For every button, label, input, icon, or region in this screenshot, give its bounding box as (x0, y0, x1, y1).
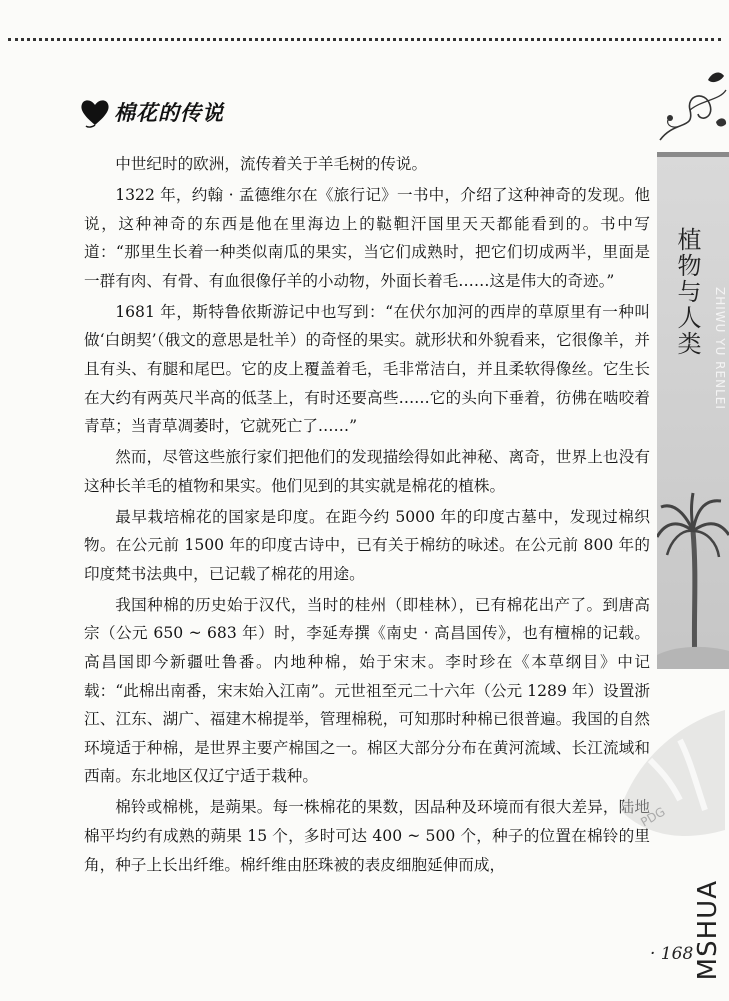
palm-tree-icon (657, 419, 729, 669)
top-dotted-rule (8, 38, 721, 41)
section-heading (78, 94, 224, 130)
paragraph: 1681 年，斯特鲁依斯游记中也写到：“在伏尔加河的西岸的草原里有一种叫做‘白朗契’（俄文的意思是牡羊）的奇怪的果实。就形状和外貌看来，它很像羊，并且有头、有腿和尾巴。它的皮上覆盖着毛，毛非常洁白，并且柔软得像丝。它生长在大约有两英尺半高的低茎上，有时还要高些……它的头向下垂着，彷佛在啮咬着青草；当青草凋萎时，它就死亡了……” (84, 302, 650, 436)
chapter-title: 植物与人类 (673, 227, 701, 357)
paragraph: 然而，尽管这些旅行家们把他们的发现描绘得如此神秘、离奇，世界上也没有这种长羊毛的植物和果实。他们见到的其实就是棉花的植株。 (84, 448, 650, 495)
paragraph: 我国种棉的历史始于汉代，当时的桂州（即桂林），已有棉花出产了。到唐高宗（公元 650 ~ 683 年）时，李延寿撰《南史 · 高昌国传》，也有檀棉的记载。高昌国即今新疆吐鲁番。内地种棉，始于宋末。李时珍在《本草纲目》中记载：“此棉出南番，宋末始入江南”。元世祖至元二十六年（公元 1289 年）设置浙江、江东、湖广、福建木棉提举，管理棉税，可知那时种棉已很普遍。我国的自然环境适于种棉，是世界主要产棉国之一。棉区大部分分布在黄河流域、长江流域和西南。东北地区仅辽宁适于栽种。 (84, 595, 650, 786)
paragraph: 1322 年，约翰 · 孟德维尔在《旅行记》一书中，介绍了这种神奇的发现。他说，这种神奇的东西是他在里海边上的鞑靼汗国里天天都能看到的。书中写道：“那里生长着一种类似南瓜的果实，当它们成熟时，把它们切成两半，里面是一群有肉、有骨、有血很像仔羊的小动物，外面长着毛……这是伟大的奇迹。” (84, 185, 650, 290)
watermark-stamp-icon (610, 690, 729, 850)
page-number: · 168 · (650, 944, 705, 964)
edge-logo: MSHUA (693, 880, 723, 981)
paragraph: 最早栽培棉花的国家是印度。在距今约 5000 年的印度古墓中，发现过棉织物。在公元前 1500 年的印度古诗中，已有关于棉纺的咏述。在公元前 800 年的印度梵书法典中，已记载了棉花的用途。 (84, 507, 650, 583)
article-body (84, 150, 650, 882)
paragraph: 中世纪时的欧洲，流传着关于羊毛树的传说。 (115, 155, 428, 173)
heart-icon (78, 95, 112, 129)
floral-swirl-ornament (650, 60, 729, 155)
chapter-pinyin: ZHIWU YU RENLEI (713, 287, 727, 410)
watermark-text: PDG (638, 804, 668, 830)
paragraph: 棉铃或棉桃，是蒴果。每一株棉花的果数，因品种及环境而有很大差异，陆地棉平均约有成熟的蒴果 15 个，多时可达 400 ~ 500 个，种子的位置在棉铃的里角，种子上长出纤维。棉纤维由胚珠被的表皮细胞延伸而成， (84, 798, 650, 874)
chapter-side-tab (657, 152, 729, 669)
heading-title: 棉花的传说 (114, 101, 224, 125)
